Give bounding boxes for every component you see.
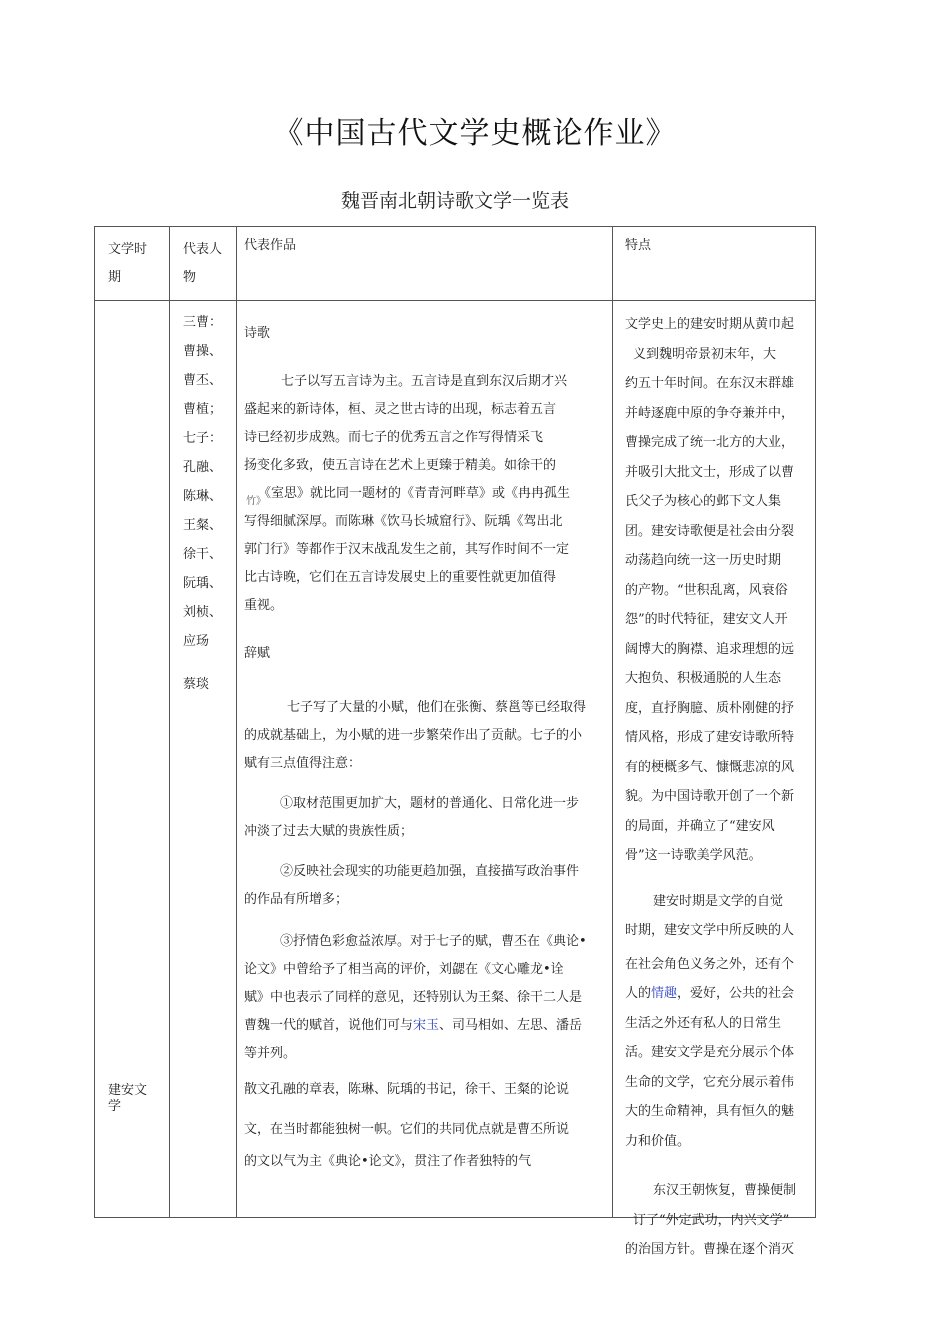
header-people: 代表人物 [183, 242, 223, 285]
person-entry: 刘桢、 [183, 605, 223, 620]
poetry-line: 七子以写五言诗为主。五言诗是直到东汉后期才兴 [281, 374, 568, 389]
feature-line: 并峙逐鹿中原的争夺兼并中， [625, 405, 795, 421]
text-segment: 、司马相如、左思、潘岳 [439, 1018, 583, 1033]
feature-line: 怨”的时代特征，建安文人开 [625, 612, 788, 627]
feature-line: 并吸引大批文士，形成了以曹 [625, 464, 795, 480]
poetry-line: 写得细腻深厚。而陈琳《饮马长城窟行》、阮瑀《驾出北 [244, 514, 563, 529]
feature-line: 团。建安诗歌便是社会由分裂 [625, 523, 795, 539]
song-yu-link[interactable]: 宋玉 [413, 1018, 440, 1033]
fu-point-line: 的作品有所增多； [244, 892, 349, 907]
person-entry: 蔡琰 [183, 677, 210, 692]
person-entry: 孔融、 [183, 460, 223, 475]
feature-line: 活。建安文学是充分展示个体 [625, 1045, 795, 1060]
document-title: 《中国古代文学史概论作业》 [273, 116, 677, 151]
person-entry: 曹丕、 [183, 373, 223, 388]
text-segment: ，爱好，公共的社会 [677, 986, 795, 1001]
header-features: 特点 [625, 238, 652, 253]
poetry-line: 重视。 [244, 598, 284, 613]
table-border-header [94, 300, 816, 301]
table-divider-2 [236, 226, 237, 1218]
feature-line: 骨”这一诗歌美学风范。 [625, 848, 762, 863]
poetry-line: 扬变化多致，使五言诗在艺术上更臻于精美。如徐干的 [244, 458, 557, 473]
poetry-line: 盛起来的新诗体，桓、灵之世古诗的出现，标志着五言 [244, 402, 557, 417]
poetry-line: 《室思》就比同一题材的《青青河畔草》或《冉冉孤生 [258, 486, 571, 501]
people-list [183, 308, 235, 699]
fu-point-line: ③抒情色彩愈益浓厚。对于七子的赋，曹丕在《典论• [280, 934, 587, 949]
person-entry: 曹植； [183, 402, 223, 417]
fu-heading: 辞赋 [244, 646, 271, 661]
feature-line: 氏父子为核心的邺下文人集 [625, 494, 782, 509]
person-entry: 三曹： [183, 315, 223, 330]
feature-line: 度，直抒胸臆、质朴刚健的抒 [625, 700, 795, 716]
qingqu-link[interactable]: 情趣 [651, 986, 678, 1001]
feature-line: 动荡趋向统一这一历史时期 [625, 553, 782, 568]
feature-line: 约五十年时间。在东汉末群雄 [625, 376, 795, 391]
person-entry: 徐干、 [183, 547, 223, 562]
poetry-line: 比古诗晚，它们在五言诗发展史上的重要性就更加值得 [244, 570, 557, 585]
feature-line: 阔博大的胸襟、追求理想的远 [625, 641, 795, 657]
text-segment: 人的 [625, 986, 652, 1001]
fu-intro-line: 赋有三点值得注意： [244, 756, 362, 771]
header-period: 文学时期 [108, 242, 148, 285]
table-divider-1 [169, 226, 170, 1218]
feature-line: 生命的文学，它充分展示着伟 [625, 1074, 795, 1090]
poetry-fragment: 竹》 [246, 496, 266, 507]
poetry-heading: 诗歌 [244, 326, 271, 341]
literature-table [94, 226, 816, 1257]
fu-intro-line: 七子写了大量的小赋，他们在张衡、蔡邕等已经取得 [287, 700, 587, 715]
table-border-left [94, 226, 95, 1218]
person-entry: 陈琳、 [183, 489, 223, 504]
fu-point-line: 等并列。 [244, 1046, 297, 1061]
feature-line: 有的梗概多气、慷慨悲凉的风 [625, 759, 795, 775]
feature-line: 订了“外定武功，内兴文学” [633, 1212, 790, 1228]
poetry-line: 郭门行》等都作于汉末战乱发生之前，其写作时间不一定 [244, 542, 570, 557]
feature-line: 生活之外还有私人的日常生 [625, 1015, 782, 1031]
prose-line: 文，在当时都能独树一帜。它们的共同优点就是曹丕所说 [244, 1122, 570, 1137]
feature-line [625, 979, 811, 1009]
feature-line: 貌。为中国诗歌开创了一个新 [625, 789, 795, 804]
fu-point-line: 冲淡了过去大赋的贵族性质； [244, 824, 414, 839]
person-entry: 阮瑀、 [183, 576, 223, 591]
table-border-right [815, 226, 816, 1218]
feature-line: 东汉王朝恢复，曹操便制 [653, 1183, 797, 1198]
table-border-top [94, 226, 816, 227]
feature-line: 的产物。“世积乱离，风衰俗 [625, 582, 788, 598]
feature-line: 大抱负、积极通脱的人生态 [625, 671, 782, 686]
fu-point-line: 论文》中曾给予了相当高的评价，刘勰在《文心雕龙•诠 [244, 962, 564, 977]
feature-line: 建安时期是文学的自觉 [653, 893, 784, 909]
header-works: 代表作品 [244, 238, 297, 253]
person-entry: 七子： [183, 431, 223, 446]
fu-point-line: 赋》中也表示了同样的意见，还特别认为王粲、徐干二人是 [244, 990, 583, 1005]
features-column [625, 310, 811, 1265]
feature-line: 在社会角色义务之外，还有个 [625, 956, 795, 972]
poetry-line: 诗已经初步成熟。而七子的优秀五言之作写得情采飞 [244, 430, 544, 445]
feature-line: 力和价值。 [625, 1133, 691, 1149]
feature-line: 的治国方针。曹操在逐个消灭 [625, 1242, 795, 1257]
feature-line: 文学史上的建安时期从黄巾起 [625, 317, 795, 332]
period-value: 建安文学 [108, 1083, 148, 1114]
prose-line: 散文孔融的章表，陈琳、阮瑀的书记，徐干、王粲的论说 [244, 1082, 570, 1097]
fu-intro-line: 的成就基础上，为小赋的进一步繁荣作出了贡献。七子的小 [244, 728, 583, 743]
feature-line: 情风格，形成了建安诗歌所特 [625, 730, 795, 745]
fu-point-line [244, 1012, 606, 1040]
works-column [244, 320, 606, 1178]
table-title: 魏晋南北朝诗歌文学一览表 [340, 190, 569, 212]
feature-line: 时期，建安文学中所反映的人 [625, 923, 795, 938]
prose-line: 的文以气为主《典论•论文》，贯注了作者独特的气 [244, 1154, 532, 1169]
feature-line: 义到魏明帝景初末年，大 [633, 346, 777, 362]
feature-line: 大的生命精神，具有恒久的魅 [625, 1104, 795, 1119]
text-segment: 曹魏一代的赋首，说他们可与 [244, 1018, 414, 1033]
person-entry: 王粲、 [183, 518, 223, 533]
person-entry: 应玚 [183, 634, 210, 649]
feature-line: 的局面，并确立了“建安风 [625, 818, 775, 834]
table-divider-3 [612, 226, 613, 1218]
person-entry: 曹操、 [183, 344, 223, 359]
fu-point-line: ②反映社会现实的功能更趋加强，直接描写政治事件 [280, 864, 580, 879]
fu-point-line: ①取材范围更加扩大，题材的普通化、日常化进一步 [280, 796, 580, 811]
feature-line: 曹操完成了统一北方的大业， [625, 435, 795, 450]
